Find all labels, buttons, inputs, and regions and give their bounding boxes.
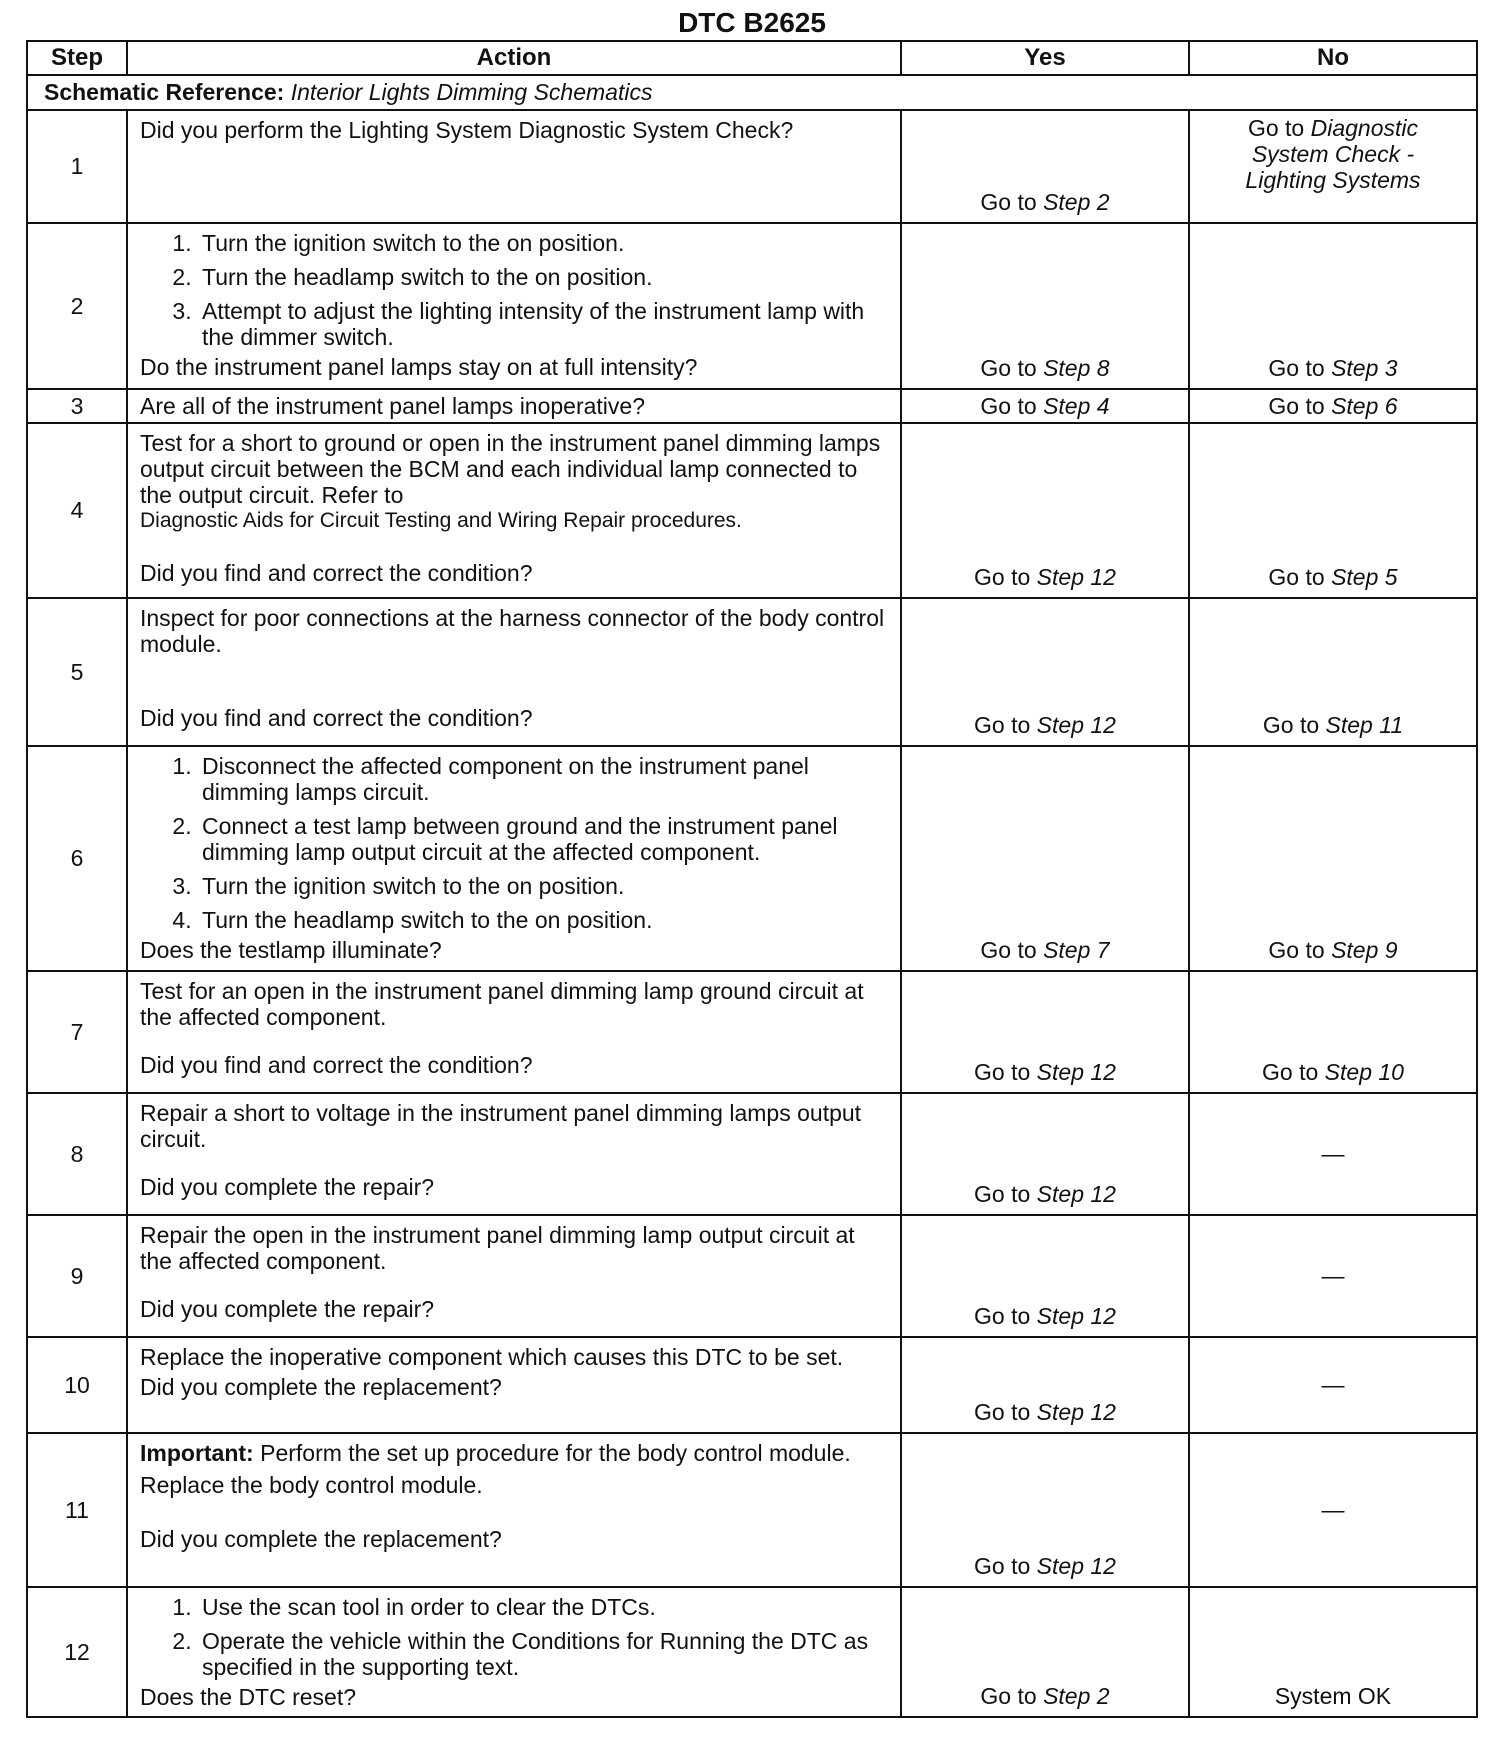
action-cell	[127, 598, 901, 746]
yes-cell	[901, 1587, 1189, 1717]
instruction-item: 4. Turn the headlamp switch to the on position.	[198, 907, 888, 933]
action-cell	[127, 971, 901, 1093]
instruction-item: 3. Attempt to adjust the lighting intensity of the instrument lamp with the dimmer switch.	[198, 298, 888, 350]
go-to-label: Go to	[974, 1059, 1031, 1085]
no-cell	[1189, 223, 1477, 389]
table-row	[27, 598, 1477, 746]
go-to-label: Go to	[974, 1553, 1031, 1579]
go-to-label: Go to	[1268, 392, 1325, 419]
instruction-item: 2. Turn the headlamp switch to the on position.	[198, 264, 888, 290]
no-step-link[interactable]: Step 10	[1324, 1059, 1404, 1085]
system-ok-text: System OK	[1274, 1683, 1392, 1709]
action-text: Did you perform the Lighting System Diagnostic System Check?	[140, 117, 794, 143]
no-cell	[1189, 746, 1477, 971]
step-number: 11	[27, 1433, 127, 1587]
action-cell	[127, 1433, 901, 1587]
no-step-link[interactable]: Step 9	[1331, 937, 1398, 963]
no-cell	[1189, 423, 1477, 598]
step-number: 7	[27, 971, 127, 1093]
step-number: 5	[27, 598, 127, 746]
action-cell	[127, 746, 901, 971]
header-step: Step	[27, 41, 127, 75]
table-row	[27, 389, 1477, 423]
question-text: Do the instrument panel lamps stay on at full intensity?	[140, 354, 698, 380]
question-text: Did you complete the replacement?	[140, 1526, 502, 1552]
go-to-label: Go to	[1262, 712, 1320, 738]
action-text: Test for a short to ground or open in the instrument panel dimming lamps output circuit between the BCM and each individual lamp connected to the output circuit. Refer to	[140, 430, 881, 508]
no-dash: —	[1321, 1140, 1345, 1167]
yes-cell	[901, 598, 1189, 746]
go-to-label: Go to	[980, 1683, 1037, 1709]
yes-step-link[interactable]: Step 12	[1036, 564, 1116, 590]
question-text: Did you find and correct the condition?	[140, 1052, 533, 1078]
question-text: Did you find and correct the condition?	[140, 560, 533, 586]
table-row	[27, 746, 1477, 971]
action-cell	[127, 1093, 901, 1215]
table-row	[27, 1433, 1477, 1587]
action-cell	[127, 110, 901, 223]
go-to-label: Go to	[1247, 115, 1305, 141]
yes-cell	[901, 110, 1189, 223]
question-text: Did you complete the repair?	[140, 1174, 435, 1200]
no-step-link[interactable]: Step 11	[1325, 712, 1404, 738]
yes-step-link[interactable]: Step 2	[1043, 1683, 1110, 1709]
table-row	[27, 423, 1477, 598]
no-cell	[1189, 1433, 1477, 1587]
step-number: 8	[27, 1093, 127, 1215]
go-to-label: Go to	[974, 564, 1031, 590]
no-link-line[interactable]: Diagnostic	[1310, 115, 1419, 141]
yes-step-link[interactable]: Step 12	[1036, 1181, 1116, 1207]
step-number: 12	[27, 1587, 127, 1717]
action-cell	[127, 423, 901, 598]
question-text: Did you complete the repair?	[140, 1296, 435, 1322]
step-number: 10	[27, 1337, 127, 1433]
action-text: Repair a short to voltage in the instrument panel dimming lamps output circuit.	[140, 1100, 862, 1152]
table-row	[27, 1215, 1477, 1337]
yes-cell	[901, 1093, 1189, 1215]
step-number: 4	[27, 423, 127, 598]
no-dash: —	[1321, 1496, 1345, 1523]
action-cell	[127, 1587, 901, 1717]
instruction-item: 2. Connect a test lamp between ground and the instrument panel dimming lamp output circuit at the affected component.	[198, 813, 888, 865]
step-number: 6	[27, 746, 127, 971]
instruction-item: 3. Turn the ignition switch to the on position.	[198, 873, 888, 899]
step-number: 9	[27, 1215, 127, 1337]
no-cell	[1189, 1587, 1477, 1717]
yes-step-link[interactable]: Step 12	[1036, 1303, 1116, 1329]
no-cell	[1189, 971, 1477, 1093]
yes-cell	[901, 746, 1189, 971]
instruction-item: 1. Disconnect the affected component on the instrument panel dimming lamps circuit.	[198, 753, 888, 805]
yes-cell	[901, 971, 1189, 1093]
table-row	[27, 971, 1477, 1093]
table-row	[27, 1093, 1477, 1215]
go-to-label: Go to	[974, 712, 1031, 738]
yes-cell	[901, 223, 1189, 389]
schematic-reference-row	[27, 75, 1477, 110]
yes-step-link[interactable]: Step 2	[1043, 189, 1110, 215]
table-header-row	[27, 41, 1477, 75]
question-text: Did you complete the replacement?	[140, 1374, 502, 1400]
no-dash: —	[1321, 1371, 1345, 1398]
question-text: Does the testlamp illuminate?	[140, 937, 442, 963]
no-link-line[interactable]: System Check -	[1251, 141, 1415, 167]
yes-step-link[interactable]: Step 12	[1036, 1399, 1116, 1425]
instruction-list	[140, 753, 888, 933]
yes-step-link[interactable]: Step 12	[1036, 712, 1116, 738]
action-text: Perform the set up procedure for the body control module.	[260, 1440, 851, 1466]
no-step-link[interactable]: Step 3	[1331, 355, 1398, 381]
diagnostic-table	[26, 40, 1478, 1718]
no-step-link[interactable]: Step 6	[1331, 392, 1398, 419]
yes-cell	[901, 423, 1189, 598]
action-cell	[127, 1337, 901, 1433]
go-to-label: Go to	[980, 937, 1037, 963]
header-no: No	[1189, 41, 1477, 75]
table-row	[27, 1337, 1477, 1433]
schematic-reference-link[interactable]: Interior Lights Dimming Schematics	[290, 79, 653, 105]
no-dash: —	[1321, 1262, 1345, 1289]
go-to-label: Go to	[980, 355, 1037, 381]
yes-cell	[901, 389, 1189, 423]
action-text: Inspect for poor connections at the harness connector of the body control module.	[140, 605, 885, 657]
no-cell	[1189, 389, 1477, 423]
instruction-list	[140, 230, 888, 350]
table-row	[27, 223, 1477, 389]
go-to-label: Go to	[1268, 564, 1325, 590]
action-text: Test for an open in the instrument panel dimming lamp ground circuit at the affected component.	[140, 978, 864, 1030]
table-row	[27, 1587, 1477, 1717]
go-to-label: Go to	[974, 1303, 1031, 1329]
go-to-label: Go to	[974, 1399, 1031, 1425]
no-cell	[1189, 1215, 1477, 1337]
no-link-line[interactable]: Lighting Systems	[1245, 167, 1421, 193]
action-text: Diagnostic Aids for Circuit Testing and Wiring Repair procedures.	[140, 509, 742, 532]
step-number: 2	[27, 223, 127, 389]
schematic-label: Schematic Reference:	[44, 79, 285, 105]
no-cell	[1189, 110, 1477, 223]
yes-cell	[901, 1337, 1189, 1433]
no-cell	[1189, 598, 1477, 746]
yes-step-link[interactable]: Step 4	[1043, 392, 1110, 419]
yes-cell	[901, 1215, 1189, 1337]
yes-cell	[901, 1433, 1189, 1587]
question-text: Does the DTC reset?	[140, 1684, 357, 1710]
action-cell	[127, 1215, 901, 1337]
no-step-link[interactable]: Step 5	[1331, 564, 1398, 590]
go-to-label: Go to	[980, 392, 1037, 419]
go-to-label: Go to	[980, 189, 1037, 215]
header-yes: Yes	[901, 41, 1189, 75]
question-text: Are all of the instrument panel lamps inoperative?	[140, 393, 646, 419]
action-text: Repair the open in the instrument panel dimming lamp output circuit at the affected component.	[140, 1222, 855, 1274]
action-text: Replace the body control module.	[140, 1472, 483, 1498]
go-to-label: Go to	[1268, 355, 1325, 381]
question-text: Did you find and correct the condition?	[140, 705, 533, 731]
instruction-item: 1. Use the scan tool in order to clear the DTCs.	[198, 1594, 888, 1620]
go-to-label: Go to	[974, 1181, 1031, 1207]
go-to-label: Go to	[1262, 1059, 1319, 1085]
page-title: DTC B2625	[678, 7, 826, 38]
action-text: Replace the inoperative component which causes this DTC to be set.	[140, 1344, 844, 1370]
no-cell	[1189, 1093, 1477, 1215]
step-number: 3	[27, 389, 127, 423]
important-label: Important:	[140, 1440, 254, 1466]
step-number: 1	[27, 110, 127, 223]
instruction-item: 2. Operate the vehicle within the Conditions for Running the DTC as specified in the supporting text.	[198, 1628, 888, 1680]
yes-step-link[interactable]: Step 12	[1036, 1059, 1116, 1085]
action-cell	[127, 389, 901, 423]
yes-step-link[interactable]: Step 12	[1036, 1553, 1116, 1579]
yes-step-link[interactable]: Step 8	[1043, 355, 1110, 381]
no-cell	[1189, 1337, 1477, 1433]
header-action: Action	[127, 41, 901, 75]
action-cell	[127, 223, 901, 389]
yes-step-link[interactable]: Step 7	[1043, 937, 1110, 963]
go-to-label: Go to	[1268, 937, 1325, 963]
instruction-item: 1. Turn the ignition switch to the on position.	[198, 230, 888, 256]
table-row	[27, 110, 1477, 223]
instruction-list	[140, 1594, 888, 1680]
